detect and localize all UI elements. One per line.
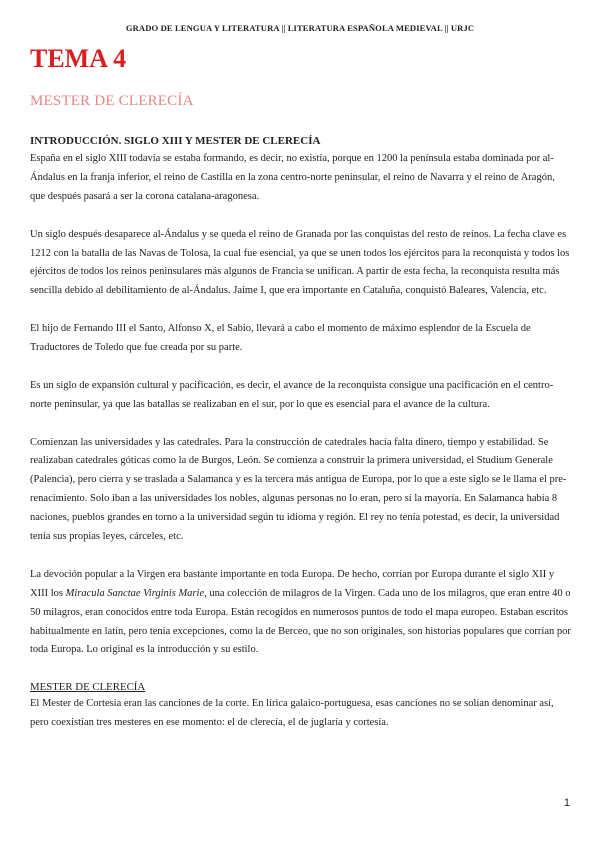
page-title: TEMA 4: [30, 44, 127, 73]
section-heading-mester: MESTER DE CLERECÍA: [30, 681, 146, 694]
page-number: 1: [563, 797, 570, 809]
running-header: GRADO DE LENGUA Y LITERATURA || LITERATURA ESPAÑOLA MEDIEVAL || URJC: [125, 23, 475, 33]
paragraph: Comienzan las universidades y las catedrales. Para la construcción de catedrales hacía falta dinero, tiempo y estabilidad. Se realizaban catedrales góticas como la de Burgos, León. Se comienza a construir la primera universidad, el Studium Generale (Palencia), pero cierra y se traslada a Salamanca y es la tercera más antigua de Europa, por lo que a este siglo se le llama el pre-renacimiento. Solo iban a las universidades los nobles, algunas personas no lo eran, pero sí la mayoría. En Salamanca había 8 naciones, pueblos grandes en torno a la universidad según tu idioma y región. El rey no tenía potestad, es decir, la universidad tenía sus propias leyes, cárceles, etc.: [30, 436, 567, 543]
paragraph-text: , una colección de milagros de la Virgen. Cada uno de los milagros, que eran entre 40 o 50 milagros, eran conocidos entre toda Europa. Están recogidos en numerosos puntos de todo el mapa europeo. Estaban escritos habitualmente en latín, pero tenía excepciones, como la de Berceo, que no son originales, son historias populares que corrían por toda Europa. Lo original es la introducción y su estilo.: [30, 587, 571, 656]
paragraph: El hijo de Fernando III el Santo, Alfonso X, el Sabio, llevará a cabo el momento de máximo esplendor de la Escuela de Traductores de Toledo que fue creada por su parte.: [30, 323, 531, 354]
paragraph: El Mester de Cortesía eran las canciones de la corte. En lírica galaico-portuguesa, esas canciones no se solían denominar así, pero coexistían tres mesteres en ese momento: el de clerecía, el de juglaría y cortesía.: [30, 698, 554, 729]
paragraph: Es un siglo de expansión cultural y pacificación, es decir, el avance de la reconquista consigue una pacificación en el centro-norte peninsular, ya que las batallas se realizaban en el sur, por lo que es esencial para el avance de la cultura.: [30, 379, 554, 410]
intro-heading: INTRODUCCIÓN. SIGLO XIII Y MESTER DE CLERECÍA: [30, 135, 321, 147]
paragraph: España en el siglo XIII todavía se estaba formando, es decir, no existía, porque en 1200 la península estaba dominada por al-Ándalus en la franja inferior, el reino de Castilla en la zona centro-norte peninsular, el reino de Navarra y el reino de Aragón, que después pasará a ser la corona catalana-aragonesa.: [30, 153, 555, 202]
work-title-italic: Miracula Sanctae Virginis Marie: [65, 587, 205, 599]
paragraph: Un siglo después desaparece al-Ándalus y se queda el reino de Granada por las conquistas del resto de reinos. La fecha clave es 1212 con la batalla de las Navas de Tolosa, la cual fue esencial, ya que se unen todos los ejércitos para la reconquista y todos los ejércitos de todos los reinos peninsulares más algunos de Francia se unifican. A partir de esta fecha, la reconquista resulta más sencilla debido al debilitamiento de al-Ándalus. Jaime I, que era importante en Cataluña, conquistó Baleares, Valencia, etc.: [30, 228, 570, 297]
body-content: [30, 132, 571, 733]
paragraph-text: La devoción popular a la Virgen era bastante importante en toda Europa. De hecho, corrían por Europa durante el siglo XII y XIII los: [30, 568, 555, 599]
page-subtitle: MESTER DE CLERECÍA: [30, 93, 194, 109]
paragraph-virgin-devotion: [30, 566, 571, 661]
